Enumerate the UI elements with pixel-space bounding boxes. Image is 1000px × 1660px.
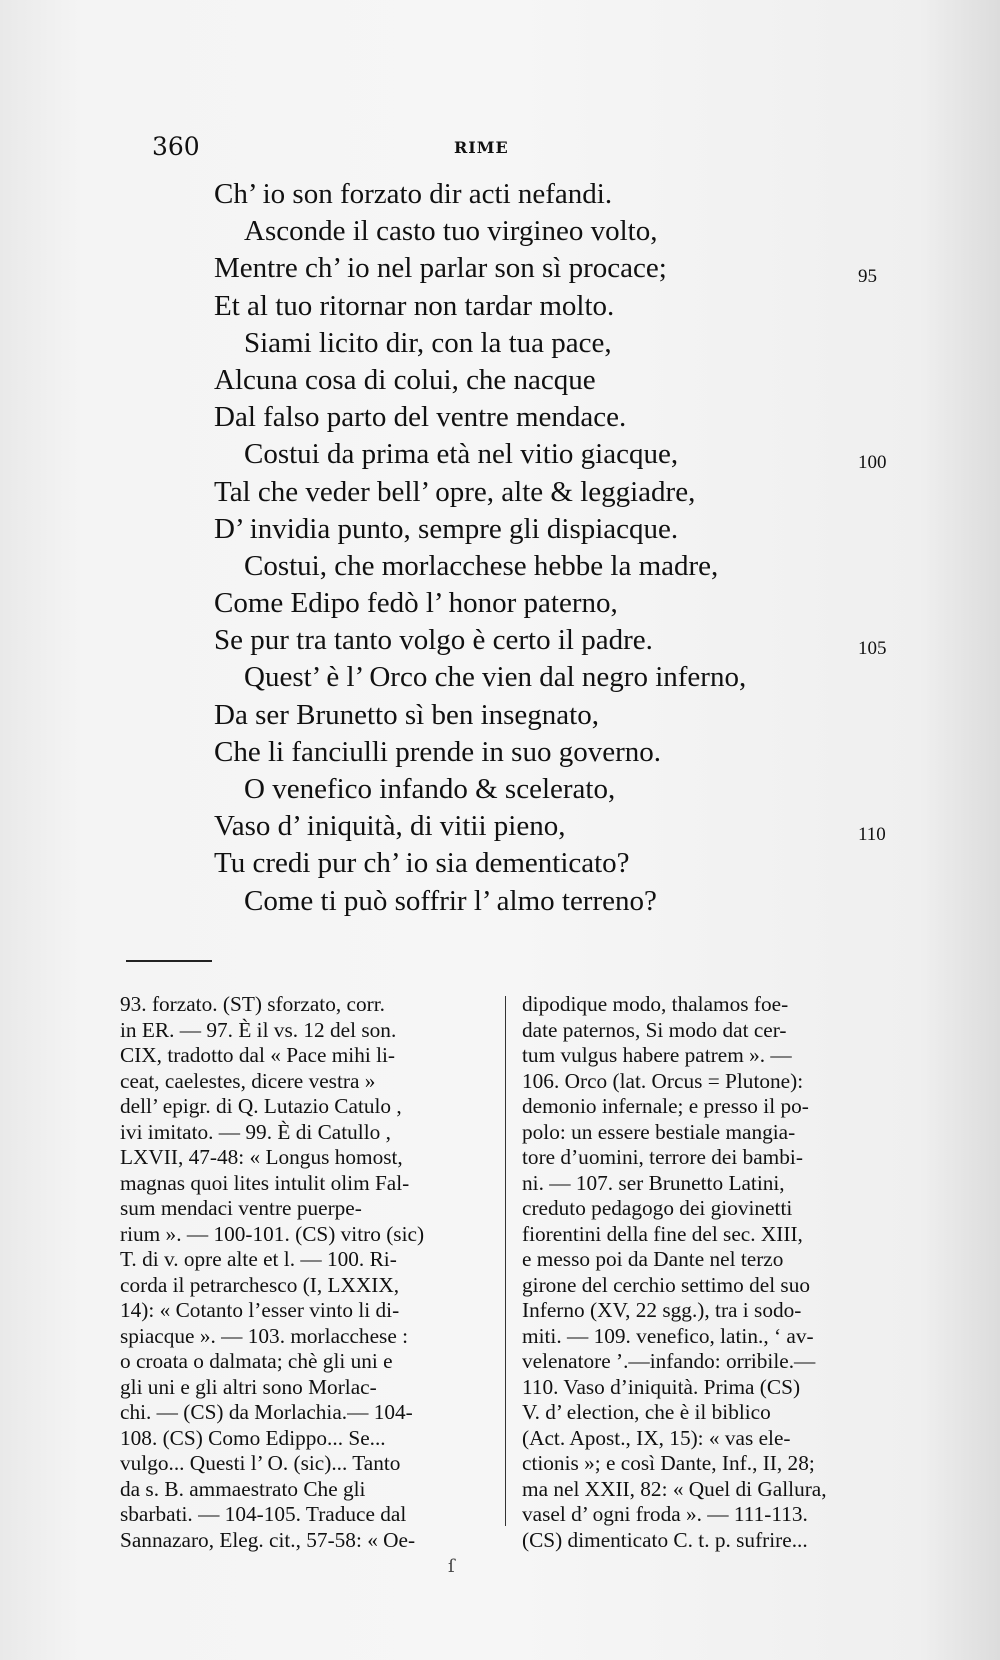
verse-text: Come Edipo fedò l’ honor paterno, xyxy=(214,587,618,620)
verse-line xyxy=(0,622,1000,659)
verse-text: Mentre ch’ io nel parlar son sì procace; xyxy=(214,252,667,285)
footnote-line: magnas quoi lites intulit olim Fal- xyxy=(120,1170,410,1195)
verse-text: Tu credi pur ch’ io sia dementicato? xyxy=(214,847,630,880)
footnote-line: 14): « Cotanto l’esser vinto li di- xyxy=(120,1298,400,1322)
verse-text: Ch’ io son forzato dir acti nefandi. xyxy=(214,178,613,210)
verse-line-number: 95 xyxy=(858,266,877,288)
verse-line xyxy=(0,436,1000,473)
footnote-line: V. d’ election, che è il biblico xyxy=(522,1400,771,1424)
footnote-line: velenatore ’.—infando: orribile.— xyxy=(522,1349,816,1373)
footnote-line: ma nel XXII, 82: « Quel di Gallura, xyxy=(522,1476,827,1501)
footnote-line: Inferno (XV, 22 sgg.), tra i sodo- xyxy=(522,1298,802,1322)
footnote-line: date paternos, Si modo dat cer- xyxy=(522,1017,787,1042)
verse-line-number: 105 xyxy=(858,638,887,660)
footnote-line: in ER. — 97. È il vs. 12 del son. xyxy=(120,1017,397,1042)
footnote-line: corda il petrarchesco (I, LXXIX, xyxy=(120,1272,400,1297)
footnote-line: LXVII, 47-48: « Longus homost, xyxy=(120,1145,403,1169)
verse-line xyxy=(0,362,1000,399)
footnote-line: T. di v. opre alte et l. — 100. Ri- xyxy=(120,1247,397,1271)
verse-text: Se pur tra tanto volgo è certo il padre. xyxy=(214,624,653,657)
verse-line xyxy=(0,548,1000,585)
footnote-line: 108. (CS) Como Edippo... Se... xyxy=(120,1425,386,1450)
footnote-line: 106. Orco (lat. Orcus = Plutone): xyxy=(522,1068,804,1093)
footnote-line: CIX, tradotto dal « Pace mihi li- xyxy=(120,1043,396,1067)
footnote-line: dipodique modo, thalamos foe- xyxy=(522,992,789,1016)
footnote-line: rium ». — 100-101. (CS) vitro (sic) xyxy=(120,1221,425,1246)
verse-line xyxy=(0,511,1000,548)
verse-text: D’ invidia punto, sempre gli dispiacque. xyxy=(214,512,679,545)
verse-line xyxy=(0,734,1000,771)
verse-line xyxy=(0,808,1000,845)
verse-text: Asconde il casto tuo virgineo volto, xyxy=(244,215,658,248)
footnote-line: spiacque ». — 103. morlacchese : xyxy=(120,1323,409,1348)
verse-text: O venefico infando & scelerato, xyxy=(244,773,616,805)
verse-line-number: 110 xyxy=(858,824,886,846)
verse-line xyxy=(0,288,1000,325)
footnote-line: Sannazaro, Eleg. cit., 57-58: « Oe- xyxy=(120,1527,416,1552)
footnote-line: chi. — (CS) da Morlachia.— 104- xyxy=(120,1400,413,1424)
footnote-line: sum mendaci ventre puerpe- xyxy=(120,1196,362,1220)
verse-text: Siami licito dir, con la tua pace, xyxy=(244,326,612,359)
footnote-line: fiorentini della fine del sec. XIII, xyxy=(522,1221,803,1246)
footnote-line: ceat, caelestes, dicere vestra » xyxy=(120,1068,376,1093)
verse-text: Come ti può soffrir l’ almo terreno? xyxy=(244,884,657,917)
verse-line xyxy=(0,474,1000,511)
verse-text: Costui, che morlacchese hebbe la madre, xyxy=(244,549,719,582)
footnote-line: ivi imitato. — 99. È di Catullo , xyxy=(120,1119,391,1144)
verse-text: Da ser Brunetto sì ben insegnato, xyxy=(214,698,599,731)
footnotes-right-column xyxy=(522,992,900,1553)
verse-line xyxy=(0,771,1000,808)
verse-line xyxy=(0,325,1000,362)
footnote-line: tum vulgus habere patrem ». — xyxy=(522,1043,792,1067)
verse-text: Costui da prima età nel vitio giacque, xyxy=(244,438,679,471)
footnote-line: (CS) dimenticato C. t. p. sufrire... xyxy=(522,1527,808,1552)
footnote-line: vasel d’ ogni froda ». — 111-113. xyxy=(522,1502,808,1526)
verse-line xyxy=(0,845,1000,882)
footnote-separator xyxy=(126,960,212,962)
verse-line xyxy=(0,659,1000,696)
footnote-line: o croata o dalmata; chè gli uni e xyxy=(120,1349,393,1373)
poem-text xyxy=(0,176,1000,920)
verse-line-number: 100 xyxy=(858,452,887,474)
stray-mark: ſ xyxy=(448,1556,455,1577)
verse-text: Vaso d’ iniquità, di vitii pieno, xyxy=(214,810,566,843)
verse-line xyxy=(0,399,1000,436)
footnote-line: tore d’uomini, terrore dei bambi- xyxy=(522,1145,803,1169)
footnote-line: polo: un essere bestiale mangia- xyxy=(522,1119,796,1144)
verse-text: Tal che veder bell’ opre, alte & leggiadre, xyxy=(214,475,696,508)
footnote-line: (Act. Apost., IX, 15): « vas ele- xyxy=(522,1425,791,1450)
verse-line xyxy=(0,585,1000,622)
verse-text: Che li fanciulli prende in suo governo. xyxy=(214,735,661,768)
footnote-line: vulgo... Questi l’ O. (sic)... Tanto xyxy=(120,1451,401,1475)
footnote-line: sbarbati. — 104-105. Traduce dal xyxy=(120,1502,407,1526)
footnotes-left-column xyxy=(120,992,488,1553)
page-header xyxy=(0,132,1000,166)
verse-text: Et al tuo ritornar non tardar molto. xyxy=(214,289,615,322)
footnote-line: 93. forzato. (ST) sforzato, corr. xyxy=(120,992,385,1016)
running-head: RIME xyxy=(454,138,509,157)
footnote-line: gli uni e gli altri sono Morlac- xyxy=(120,1374,377,1399)
footnote-line: miti. — 109. venefico, latin., ‘ av- xyxy=(522,1323,814,1348)
footnote-line: da s. B. ammaestrato Che gli xyxy=(120,1476,366,1501)
verse-line xyxy=(0,883,1000,920)
verse-line xyxy=(0,697,1000,734)
footnote-line: girone del cerchio settimo del suo xyxy=(522,1272,811,1297)
column-divider xyxy=(505,996,506,1526)
page-number: 360 xyxy=(152,132,200,161)
verse-text: Alcuna cosa di colui, che nacque xyxy=(214,363,596,396)
verse-line xyxy=(0,176,1000,213)
footnote-line: demonio infernale; e presso il po- xyxy=(522,1094,809,1118)
footnote-line: ni. — 107. ser Brunetto Latini, xyxy=(522,1170,785,1195)
footnote-line: ctionis »; e così Dante, Inf., II, 28; xyxy=(522,1451,815,1475)
verse-text: Quest’ è l’ Orco che vien dal negro inferno, xyxy=(244,661,747,694)
verse-line xyxy=(0,213,1000,250)
footnote-line: creduto pedagogo dei giovinetti xyxy=(522,1196,793,1220)
verse-line xyxy=(0,250,1000,287)
verse-text: Dal falso parto del ventre mendace. xyxy=(214,401,627,434)
footnote-line: e messo poi da Dante nel terzo xyxy=(522,1247,784,1271)
footnote-line: dell’ epigr. di Q. Lutazio Catulo , xyxy=(120,1094,402,1118)
footnote-line: 110. Vaso d’iniquità. Prima (CS) xyxy=(522,1374,801,1399)
